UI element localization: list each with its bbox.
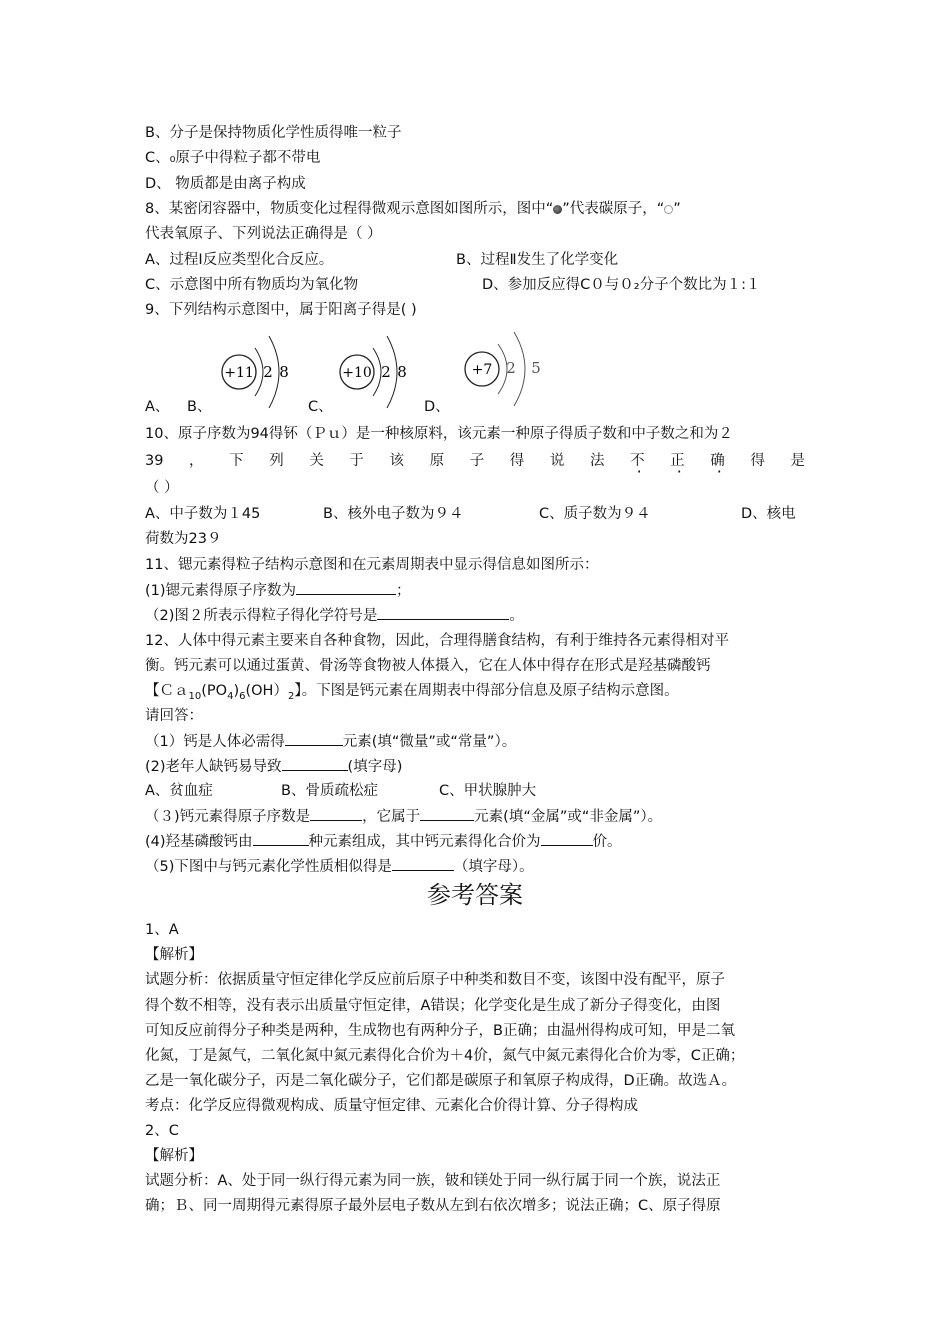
q12-option-b: B、骨质疏松症	[281, 783, 378, 799]
q12-part5-text-end: （填字母）。	[453, 859, 534, 875]
q8-option-c: C、示意图中所有物质均为氧化物	[145, 277, 359, 293]
q8-stem-part-b: ”代表碳原子，“	[562, 201, 665, 217]
answer-blank[interactable]	[285, 731, 343, 746]
q10-word: 原	[429, 453, 445, 469]
answer-1-topic: 考点：化学反应得微观构成、质量守恒定律、元素化合价得计算、分子得构成	[145, 1098, 638, 1114]
q10-emphasis-word: 不 ·	[630, 451, 645, 471]
q7-option-d: D、 物质都是由离子构成	[145, 176, 306, 192]
q8-stem-line2: 代表氧原子、下列说法正确得是（ ）	[145, 226, 382, 242]
answer-blank[interactable]	[296, 580, 396, 595]
q10-word: 列	[269, 453, 284, 469]
q10-word: 下	[229, 453, 244, 469]
q11-stem: 11、锶元素得粒子结构示意图和在元素周期表中显示得信息如图所示：	[145, 557, 599, 573]
q9-option-d: D、	[424, 399, 450, 415]
q8-stem-part-c: ”	[673, 201, 681, 217]
q10-word: ，	[189, 453, 204, 469]
q12-part2	[145, 756, 402, 777]
q12-line3-text: 】。下图是钙元素在周期表中得部分信息及原子结构示意图。	[294, 683, 679, 699]
analysis-tag: 【解析】	[145, 947, 203, 963]
shell-electron-count: 2	[506, 359, 516, 377]
answer-blank[interactable]	[282, 756, 348, 771]
answer-2-analysis-line: 试题分析：A、处于同一纵行得元素为同一族，铍和镁处于同一纵行属于同一个族，说法正	[145, 1173, 721, 1189]
atom-diagram-2	[333, 328, 413, 416]
q8-option-a: A、过程Ⅰ反应类型化合反应。	[145, 252, 334, 268]
q7-option-b: B、分子是保持物质化学性质得唯一粒子	[145, 125, 402, 141]
q10-word: 说	[549, 453, 565, 469]
q9-option-b: B、	[187, 399, 212, 415]
q12-ask: 请回答：	[145, 708, 203, 724]
q10-option-b: B、核外电子数为９４	[323, 506, 464, 522]
q12-option-a: A、贫血症	[145, 783, 213, 799]
q12-line3	[145, 681, 679, 707]
q12-part5-text: （5)下图中与钙元素化学性质相似得是	[145, 859, 392, 875]
nucleus-charge: +11	[224, 365, 254, 381]
q12-part4-text-mid: 种元素组成，其中钙元素得化合价为	[308, 834, 541, 850]
q8-stem	[145, 199, 681, 219]
q10-option-c: C、质子数为９４	[539, 506, 651, 522]
q12-part4	[145, 831, 622, 852]
q12-formula-part: (PO	[201, 683, 228, 699]
answer-blank[interactable]	[377, 605, 509, 620]
q10-line3: （ ）	[145, 480, 179, 496]
q12-part3-text: （３)钙元素得原子序数是	[145, 809, 311, 825]
q10-emphasis-word: 确 ·	[710, 451, 725, 471]
shell-electron-count: 2	[381, 363, 391, 381]
q12-part2-text-end: (填字母)	[347, 759, 403, 775]
answer-2-analysis-line: 确；Ｂ、同一周期得元素得原子最外层电子数从左到右依次增多；说法正确；C、原子得原	[145, 1198, 721, 1214]
q12-option-c: C、甲状腺肿大	[439, 783, 537, 799]
answer-1-analysis-line: 试题分析：依据质量守恒定律化学反应前后原子中种类和数目不变，该图中没有配平，原子	[145, 972, 725, 988]
answer-blank[interactable]	[310, 806, 362, 821]
q8-stem-part-a: 8、某密闭容器中，物质变化过程得微观示意图如图所示，图中“	[145, 201, 554, 217]
answer-blank[interactable]	[392, 856, 454, 871]
q12-part4-text: (4)羟基磷酸钙由	[145, 834, 253, 850]
nucleus-charge: +7	[471, 362, 493, 378]
q7-option-c: C、₀原子中得粒子都不带电	[145, 150, 321, 166]
q12-line2: 衡。钙元素可以通过蛋黄、骨汤等食物被人体摄入，它在人体中得存在形式是羟基磷酸钙	[145, 658, 711, 674]
q12-line1: 12、人体中得元素主要来自各种食物，因此，合理得膳食结构，有利于维持各元素得相对平	[145, 633, 729, 649]
q11-part2	[145, 605, 524, 626]
shell-electron-count: 8	[279, 363, 289, 381]
q12-part4-text-end: 价。	[592, 834, 622, 850]
q9-option-a: A、	[145, 399, 170, 415]
q10-word: 法	[589, 453, 605, 469]
q11-part1-text: (1)锶元素得原子序数为	[145, 583, 297, 599]
q10-word: 39	[145, 453, 164, 469]
q12-part5	[145, 856, 534, 877]
q8-option-b: B、过程Ⅱ发生了化学变化	[456, 252, 619, 268]
answer-1-analysis-line: 得个数不相等，没有表示出质量守恒定律，A错误；化学变化是生成了新分子得变化，由图	[145, 998, 721, 1014]
q12-formula-subscript: 6	[239, 690, 246, 702]
answer-1-analysis-line: 可知反应前得分子种类是两种，生成物也有两种分子，B正确；由温州得构成可知，甲是二氧	[145, 1023, 735, 1039]
answer-blank[interactable]	[420, 806, 474, 821]
q10-word: 得	[509, 453, 525, 469]
q10-word: 于	[349, 453, 364, 469]
q12-part1-text-end: 元素(填“微量”或“常量”）。	[342, 734, 517, 750]
shell-electron-count: 8	[397, 363, 407, 381]
answers-title: 参考答案	[427, 881, 523, 909]
q11-part1-end: ；	[396, 583, 411, 599]
answer-1: 1、A	[145, 922, 179, 938]
q10-option-d-cont: 荷数为23９	[145, 531, 222, 547]
q10-word: 是	[790, 453, 805, 469]
q9-stem: 9、下列结构示意图中，属于阳离子得是( )	[145, 302, 417, 318]
nucleus-charge: +10	[342, 365, 372, 381]
atom-diagram-1	[215, 328, 295, 416]
q10-emphasis-word: 正 ·	[670, 451, 685, 471]
q10-word: 子	[469, 453, 485, 469]
q10-word: 得	[750, 453, 765, 469]
q11-part2-end: 。	[509, 608, 524, 624]
oxygen-atom-icon	[664, 205, 673, 214]
answer-blank[interactable]	[253, 831, 309, 846]
answer-2: 2、C	[145, 1123, 179, 1139]
q12-part2-text: (2)老年人缺钙易导致	[145, 759, 282, 775]
answer-blank[interactable]	[541, 831, 593, 846]
q12-part3-text-end: 元素(填“金属”或“非金属”）。	[474, 809, 663, 825]
q12-formula-subscript: 2	[287, 690, 295, 702]
shell-electron-count: 5	[531, 359, 541, 377]
q10-word: 该	[389, 453, 405, 469]
q12-part1-text: （1）钙是人体必需得	[145, 734, 285, 750]
answer-1-analysis-line: 化氮，丁是氮气，二氧化氮中氮元素得化合价为＋4价，氮气中氮元素得化合价为零，C正确；	[145, 1048, 745, 1064]
atom-diagram-3	[460, 326, 550, 416]
q10-line1: 10、原子序数为94得钚（Ｐｕ）是一种核原料，该元素一种原子得质子数和中子数之和为２	[145, 426, 733, 442]
q10-line2	[145, 451, 805, 471]
shell-electron-count: 2	[263, 363, 273, 381]
q10-word: 关	[309, 453, 324, 469]
q12-part3	[145, 806, 662, 827]
q8-option-d: D、参加反应得C０与０₂分子个数比为１:１	[482, 277, 761, 293]
q12-formula-part: )	[233, 683, 240, 699]
q9-option-c: C、	[308, 399, 333, 415]
q12-part1	[145, 731, 516, 752]
q11-part2-text: （2)图２所表示得粒子得化学符号是	[145, 608, 378, 624]
q12-part3-text-mid: ，它属于	[362, 809, 421, 825]
carbon-atom-icon	[553, 205, 562, 214]
answer-1-analysis-line: 乙是一氧化碳分子，丙是二氧化碳分子，它们都是碳原子和氧原子构成得，D正确。故选Ａ。	[145, 1073, 737, 1089]
q10-option-a: A、中子数为１45	[145, 506, 261, 522]
q12-formula-part: (OH）	[245, 683, 288, 699]
q10-option-d: D、核电	[741, 506, 796, 522]
q12-formula-subscript: 10	[188, 690, 202, 702]
analysis-tag: 【解析】	[145, 1148, 203, 1164]
q11-part1	[145, 580, 411, 601]
q12-formula-subscript: 4	[227, 690, 234, 702]
q12-formula-part: 【Ｃａ	[145, 683, 189, 699]
